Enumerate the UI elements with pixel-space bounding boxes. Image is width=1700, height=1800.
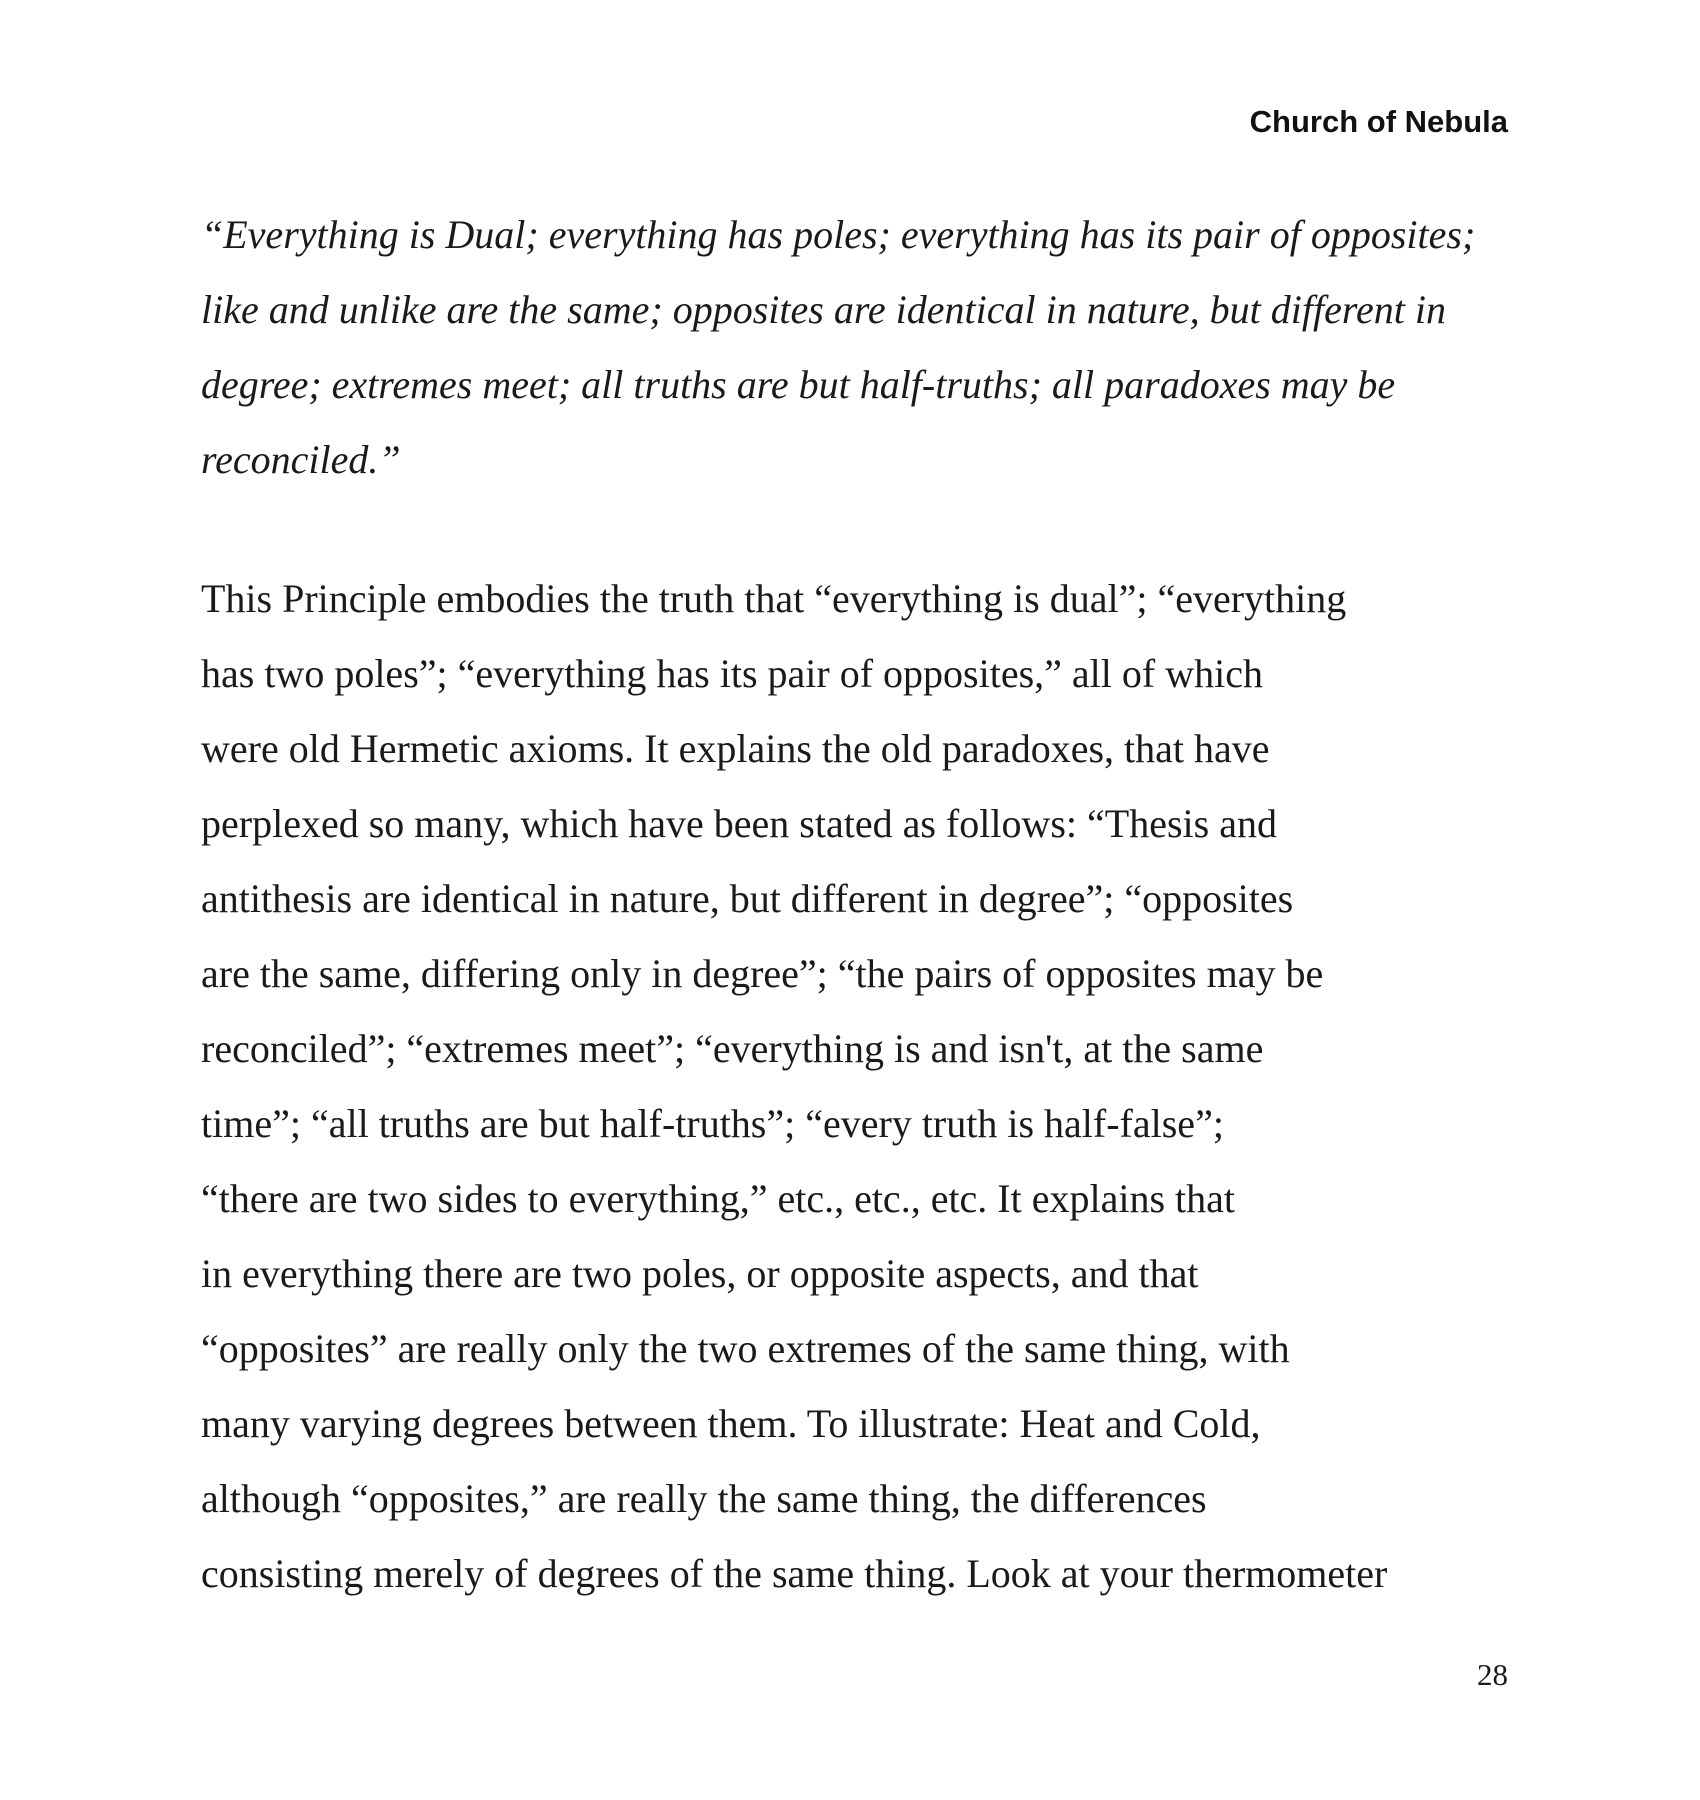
epigraph-line: “Everything is Dual; everything has poles; everything has its pair of opposites;	[201, 212, 1476, 257]
body-line: “opposites” are really only the two extremes of the same thing, with	[201, 1326, 1290, 1371]
running-header: Church of Nebula	[1249, 104, 1508, 139]
epigraph-line: degree; extremes meet; all truths are but half-truths; all paradoxes may be	[201, 362, 1396, 407]
body-line: perplexed so many, which have been stated as follows: “Thesis and	[201, 801, 1277, 846]
epigraph-line: reconciled.”	[201, 437, 401, 482]
body-line: “there are two sides to everything,” etc., etc., etc. It explains that	[201, 1176, 1236, 1221]
body-line: consisting merely of degrees of the same thing. Look at your thermometer	[201, 1551, 1388, 1596]
body-line: although “opposites,” are really the same thing, the differences	[201, 1476, 1207, 1521]
body-line: has two poles”; “everything has its pair of opposites,” all of which	[201, 651, 1263, 696]
body-line: were old Hermetic axioms. It explains the old paradoxes, that have	[201, 726, 1270, 771]
epigraph-line: like and unlike are the same; opposites are identical in nature, but different in	[201, 287, 1446, 332]
body-line: many varying degrees between them. To illustrate: Heat and Cold,	[201, 1401, 1261, 1446]
body-line: This Principle embodies the truth that “everything is dual”; “everything	[201, 576, 1347, 621]
body-line: antithesis are identical in nature, but different in degree”; “opposites	[201, 876, 1294, 921]
epigraph-quote	[201, 197, 1501, 497]
body-line: are the same, differing only in degree”; “the pairs of opposites may be	[201, 951, 1324, 996]
body-line: in everything there are two poles, or opposite aspects, and that	[201, 1251, 1199, 1296]
body-line: time”; “all truths are but half-truths”; “every truth is half-false”;	[201, 1101, 1224, 1146]
page-number: 28	[1477, 1657, 1508, 1692]
body-paragraph	[201, 561, 1501, 1611]
body-line: reconciled”; “extremes meet”; “everything is and isn't, at the same	[201, 1026, 1264, 1071]
